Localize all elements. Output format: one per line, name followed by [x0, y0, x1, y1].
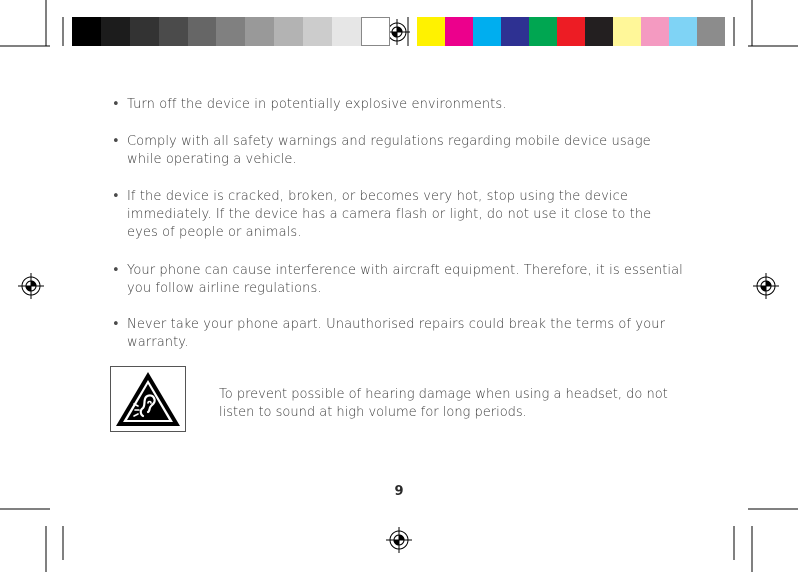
page-number: 9 — [394, 484, 404, 499]
bullet-marker: • — [112, 134, 120, 149]
bullet-marker: • — [112, 97, 120, 112]
hearing-damage-warning-icon — [110, 366, 186, 432]
bullet-marker: • — [112, 263, 120, 278]
safety-item-vehicle: Comply with all safety warnings and regulations regarding mobile device usage while operating a vehicle. — [127, 134, 651, 167]
safety-item-explosive: Turn off the device in potentially explosive environments. — [127, 97, 507, 112]
safety-item-disassembly: Never take your phone apart. Unauthorised repairs could break the terms of your warranty. — [127, 317, 666, 350]
safety-item-damaged-device: If the device is cracked, broken, or becomes very hot, stop using the device immediately. If the device has a camera flash or light, do not use it close to the eyes of people or animals. — [127, 189, 652, 240]
safety-item-aircraft: Your phone can cause interference with aircraft equipment. Therefore, it is essential you follow airline regulations. — [127, 263, 683, 296]
hearing-warning-text: To prevent possible of hearing damage when using a headset, do not listen to sound at high volume for long periods. — [219, 387, 668, 420]
bullet-marker: • — [112, 317, 120, 332]
bullet-marker: • — [112, 189, 120, 204]
